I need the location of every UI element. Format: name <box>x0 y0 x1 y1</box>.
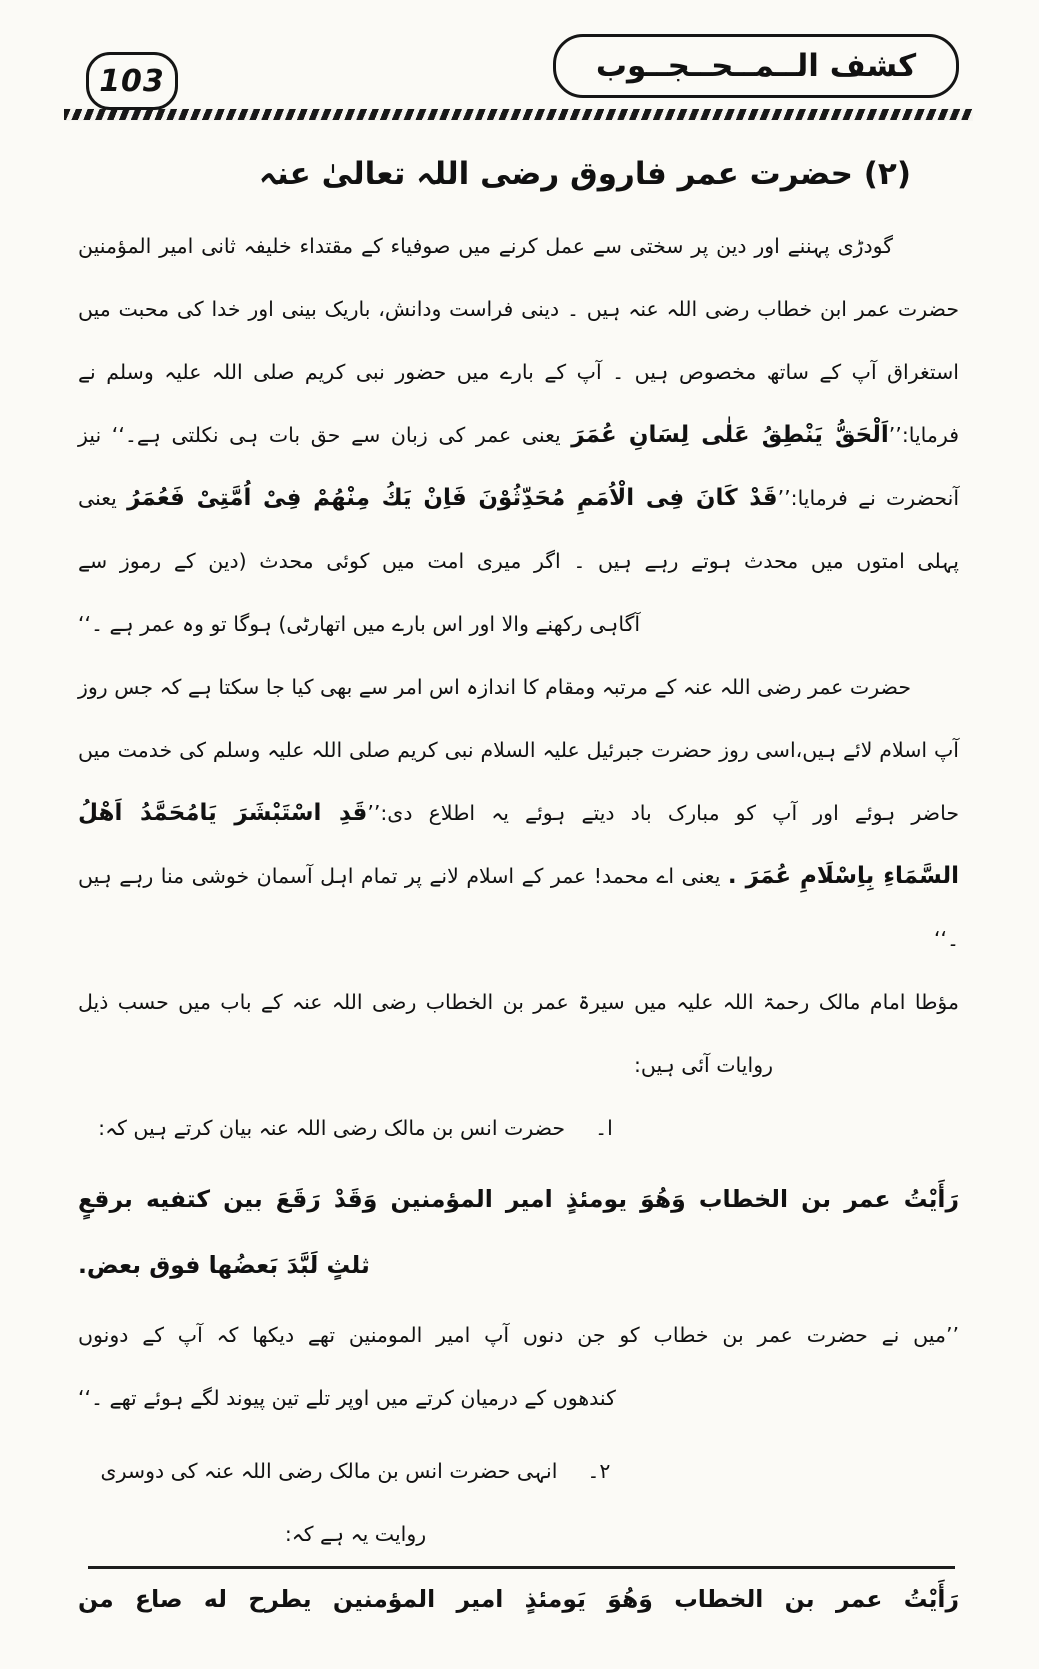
text-line: آگاہی رکھنے والا اور اس بارے میں اتھارٹی) ہوگا تو وہ عمر ہے ۔‘‘ <box>78 612 641 636</box>
text-line: استغراق آپ کے ساتھ مخصوص ہیں ۔ آپ کے بارے میں حضور نبی کریم صلی اللہ علیہ وسلم نے <box>78 360 959 384</box>
page-header <box>78 34 959 106</box>
text-line: آپ اسلام لائے ہیں،اسی روز حضرت جبرئیل علیہ السلام نبی کریم صلی اللہ علیہ وسلم کی خدمت میں <box>78 738 959 762</box>
text-line: پہلی امتوں میں محدث ہوتے رہے ہیں ۔ اگر میری امت میں کوئی محدث (دین کے رموز سے <box>78 549 959 573</box>
urdu-segment: آنحضرت نے فرمایا:’’ <box>777 486 960 510</box>
page-number-badge <box>86 52 178 110</box>
arabic-hadith-segment: قَدِ اسْتَبْشَرَ یَامُحَمَّدُ اَهْلُ <box>78 800 368 826</box>
item-text: حضرت انس بن مالک رضی اللہ عنہ بیان کرتے ہیں کہ: <box>98 1116 566 1140</box>
page-number: 103 <box>99 63 165 99</box>
text-line: حضرت عمر ابن خطاب رضی اللہ عنہ ہیں ۔ دینی فراست ودانش، باریک بینی اور خدا کی محبت میں <box>78 297 959 321</box>
chapter-heading: (۲) حضرت عمر فاروق رضی اللہ تعالیٰ عنہ <box>258 156 911 192</box>
narration-item <box>78 1440 959 1566</box>
narration-item <box>78 1097 959 1160</box>
book-title: کشف الــمــحــجــوب <box>595 48 917 84</box>
text-line <box>78 467 959 530</box>
item-text: انہی حضرت انس بن مالک رضی اللہ عنہ کی دوسری روایت یہ ہے کہ: <box>100 1459 558 1546</box>
text-line: مؤطا امام مالک رحمۃ اللہ علیہ میں سیرۃ عمر بن الخطاب رضی اللہ عنہ کے باب میں حسب ذیل <box>78 990 959 1014</box>
arabic-hadith-segment: السَّمَاءِ بِاِسْلَامِ عُمَرَ . <box>727 863 959 889</box>
urdu-segment: حاضر ہوئے اور آپ کو مبارک باد دیتے ہوئے یہ اطلاع دی:’’ <box>367 801 959 825</box>
urdu-segment: یعنی <box>78 486 128 510</box>
translation-line: ’’میں نے حضرت عمر بن خطاب کو جن دنوں آپ امیر المومنین تھے دیکھا کہ آپ کے دونوں <box>78 1323 959 1347</box>
translation-line: کندھوں کے درمیان کرتے میں اوپر تلے تین پیوند لگے ہوئے تھے ۔‘‘ <box>78 1386 616 1410</box>
text-line <box>78 404 959 467</box>
item-marker: ۲۔ <box>587 1459 611 1483</box>
arabic-quote-line: ثلثٍ لَبَّدَ بَعضُها فوق بعض. <box>78 1251 370 1279</box>
text-line: روایات آئی ہیں: <box>634 1053 773 1077</box>
item-marker: ا۔ <box>595 1116 613 1140</box>
text-line <box>78 845 959 971</box>
text-line: حضرت عمر رضی اللہ عنہ کے مرتبہ ومقام کا اندازہ اس امر سے بھی کیا جا سکتا ہے کہ جس روز <box>78 675 911 699</box>
urdu-segment: یعنی عمر کی زبان سے حق بات ہی نکلتی ہے۔‘‘ نیز <box>78 423 572 447</box>
footer-rule <box>88 1566 955 1569</box>
arabic-quote-line: رَأَیْتُ عمر بن الخطاب وَهُوَ یَومئذٍ امیر المؤمنین یطرح له صاع من <box>78 1585 959 1613</box>
arabic-hadith-segment: اَلْحَقُّ یَنْطِقُ عَلٰی لِسَانِ عُمَرَ <box>571 422 889 448</box>
page-body <box>78 215 959 1632</box>
text-line: گودڑی پہننے اور دین پر سختی سے عمل کرنے میں صوفیاء کے مقتداء خلیفہ ثانی امیر المؤمنین <box>78 234 893 258</box>
urdu-segment: یعنی اے محمد! عمر کے اسلام لانے پر تمام اہل آسمان خوشی منا رہے ہیں ۔‘‘ <box>78 864 959 951</box>
arabic-quote-line: رَأَیْتُ عمر بن الخطاب وَهُوَ یومئذٍ امیر المؤمنین وَقَدْ رَقَعَ بین كتفیه برقعٍ <box>78 1185 959 1213</box>
arabic-hadith-segment: قَدْ كَانَ فِی الْاُمَمِ مُحَدِّثُوْنَ فَاِنْ یَكُ مِنْهُمْ فِیْ اُمَّتِیْ فَعُمَرُ <box>127 485 778 511</box>
text-line <box>78 782 959 845</box>
urdu-segment: فرمایا:’’ <box>888 423 960 447</box>
hatched-divider <box>64 108 973 121</box>
book-title-badge <box>553 34 959 98</box>
